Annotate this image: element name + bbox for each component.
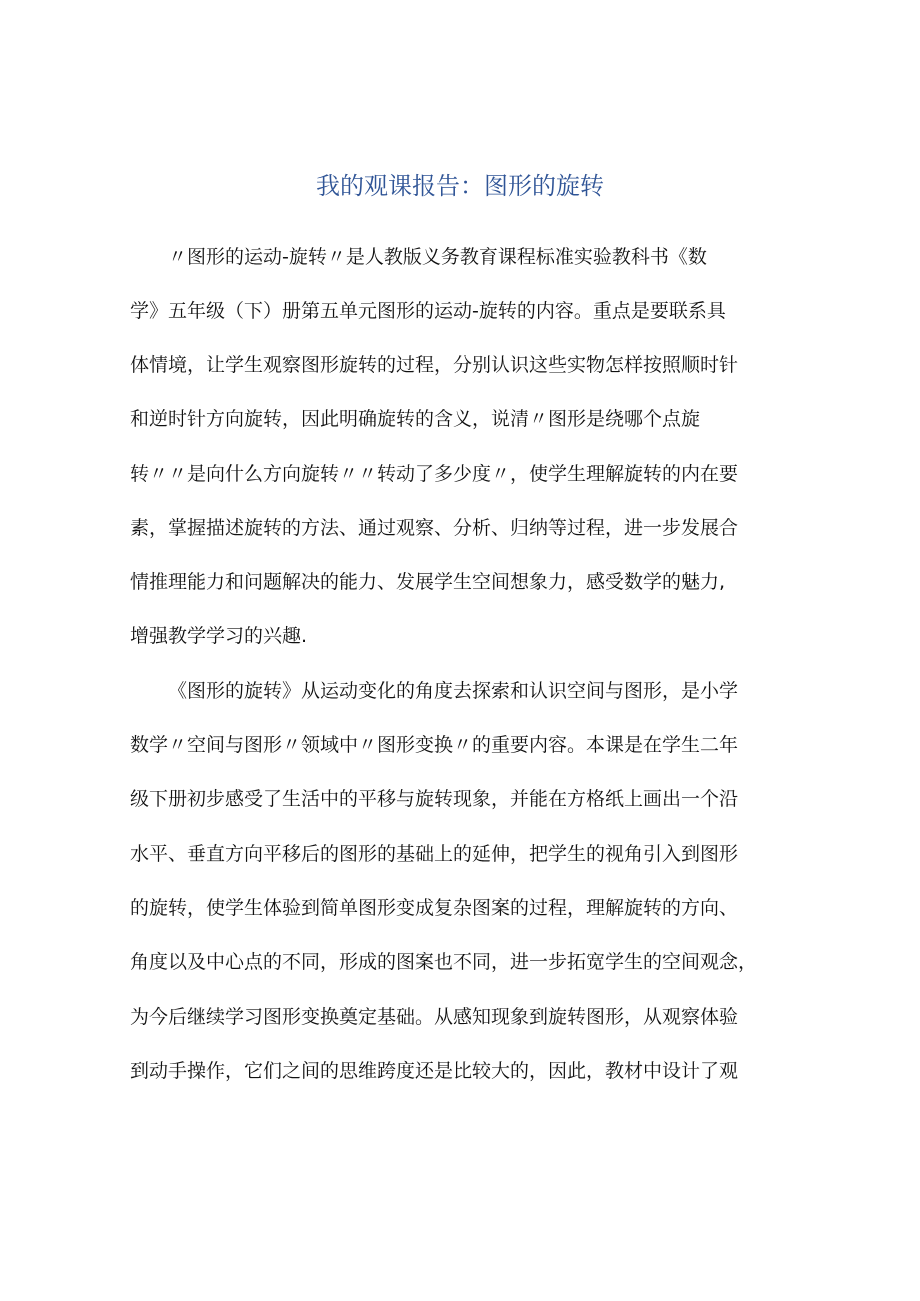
paragraph-2-line: 级下册初步感受了生活中的平移与旋转现象，并能在方格纸上画出一个沿 xyxy=(130,788,739,810)
paragraph-2-line: 《图形的旋转》从运动变化的角度去探索和认识空间与图形，是小学 xyxy=(168,680,739,702)
paragraph-1-line: 情推理能力和问题解决的能力、发展学生空间想象力，感受数学的魅力, xyxy=(130,571,726,593)
paragraph-1-line: 转〃〃是向什么方向旋转〃〃转动了多少度〃，使学生理解旋转的内在要 xyxy=(130,463,739,485)
paragraph-2-line: 角度以及中心点的不同，形成的图案也不同，进一步拓宽学生的空间观念， xyxy=(130,951,758,973)
paragraph-1-line: 素，掌握描述旋转的方法、通过观察、分析、归纳等过程，进一步发展合 xyxy=(130,517,739,539)
paragraph-2-line: 的旋转，使学生体验到简单图形变成复杂图案的过程，理解旋转的方向、 xyxy=(130,897,739,919)
document-title: 我的观课报告：图形的旋转 xyxy=(316,172,604,200)
paragraph-1-line: 学》五年级（下）册第五单元图形的运动-旋转的内容。重点是要联系具 xyxy=(130,300,726,322)
paragraph-1-line: 体情境，让学生观察图形旋转的过程，分别认识这些实物怎样按照顺时针 xyxy=(130,354,739,376)
paragraph-1-line: 〃图形的运动-旋转〃是人教版义务教育课程标准实验教科书《数 xyxy=(168,246,707,268)
paragraph-2-line: 到动手操作，它们之间的思维跨度还是比较大的，因此，教材中设计了观 xyxy=(130,1060,739,1082)
paragraph-1-line: 增强教学学习的兴趣. xyxy=(130,625,308,647)
paragraph-1-line: 和逆时针方向旋转，因此明确旋转的含义，说清〃图形是绕哪个点旋 xyxy=(130,408,701,430)
paragraph-2-line: 数学〃空间与图形〃领域中〃图形变换〃的重要内容。本课是在学生二年 xyxy=(130,734,739,756)
paragraph-2-line: 为今后继续学习图形变换奠定基础。从感知现象到旋转图形，从观察体验 xyxy=(130,1006,739,1028)
paragraph-2-line: 水平、垂直方向平移后的图形的基础上的延伸，把学生的视角引入到图形 xyxy=(130,843,739,865)
